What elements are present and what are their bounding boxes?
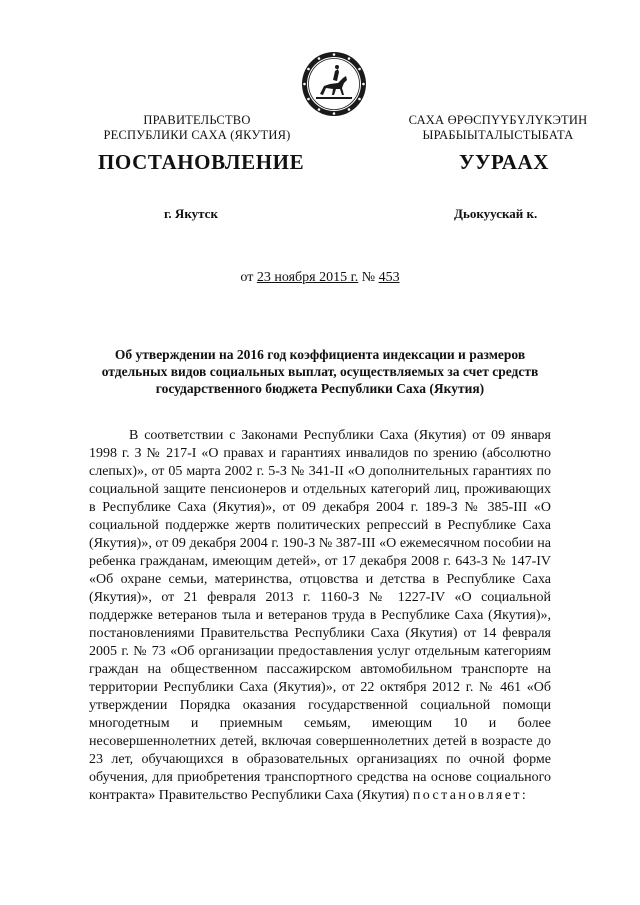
document-date: 23 ноября 2015 г. <box>256 270 359 285</box>
document-number: 453 <box>378 270 400 285</box>
city-ru: г. Якутск <box>164 206 218 221</box>
number-sign: № <box>361 270 376 285</box>
subject-line-3: государственного бюджета Республики Саха (Якутия) <box>155 381 485 396</box>
resolution-verb: постановляет: <box>412 788 529 803</box>
preamble-paragraph <box>89 427 551 805</box>
government-name-ru <box>92 113 302 143</box>
subject-line-2: отдельных видов социальных выплат, осуществляемых за счет средств <box>101 364 539 379</box>
document-title-sakha: УУРААХ <box>459 150 550 174</box>
government-sakha-line-1: САХА ӨРӨСПҮҮБҮЛҮКЭТИН <box>408 113 588 127</box>
preamble-text: В соответствии с Законами Республики Саха (Якутия) от 09 января 1998 г. З № 217-I «О правах и гарантиях инвалидов по зрению (абсолютно слепых)», от 05 марта 2002 г. 5-З № 341-II «О дополнительных гарантиях по социальной защите пенсионеров и отдельных категорий лиц, проживающих в Республике Саха (Якутия)», от 09 декабря 2004 г. 189-З № 385-III «О социальной поддержке жертв политических репрессий в Республике Саха (Якутия)», от 09 декабря 2004 г. 190-З № 387-III «О ежемесячном пособии на ребенка гражданам, имеющим детей», от 17 декабря 2008 г. 643-З № 147-IV «Об охране семьи, материнства, отцовства и детства в Республике Саха (Якутия)», от 21 февраля 2013 г. 1160-З № 1227-IV «О социальной поддержке ветеранов тыла и ветеранов труда в Республике Саха (Якутия)», постановлениями Правительства Республики Саха (Якутия) от 14 февраля 2005 г. № 73 «Об организации предоставления услуг отдельным категориям граждан на общественном пассажирском автомобильном транспорте на территории Республики Саха (Якутия)», от 22 октября 2012 г. № 461 «Об утверждении Порядка оказания государственной социальной помощи многодетным и приемным семьям, имеющим 10 и более несовершеннолетних детей, включая совершеннолетних детей в возрасте до 23 лет, обучающихся в образовательных организациях по очной форме обучения, для приобретения транспортного средства на основе социального контракта» Правительство Республики Саха (Якутия) <box>89 428 551 803</box>
document-title-ru: ПОСТАНОВЛЕНИЕ <box>98 150 305 174</box>
document-subject <box>96 346 544 397</box>
document-date-line <box>0 270 640 286</box>
government-line-1: ПРАВИТЕЛЬСТВО <box>143 113 251 127</box>
date-prefix: от <box>240 270 254 285</box>
subject-line-1: Об утверждении на 2016 год коэффициента индексации и размеров <box>114 347 526 362</box>
government-name-sakha <box>393 113 603 143</box>
republic-sakha-emblem-icon <box>300 50 368 118</box>
city-sakha: Дьокуускай к. <box>454 206 538 221</box>
government-sakha-line-2: ЫРАБЫЫТАЛЫСТЫБАТА <box>422 128 574 142</box>
government-line-2: РЕСПУБЛИКИ САХА (ЯКУТИЯ) <box>103 128 291 142</box>
